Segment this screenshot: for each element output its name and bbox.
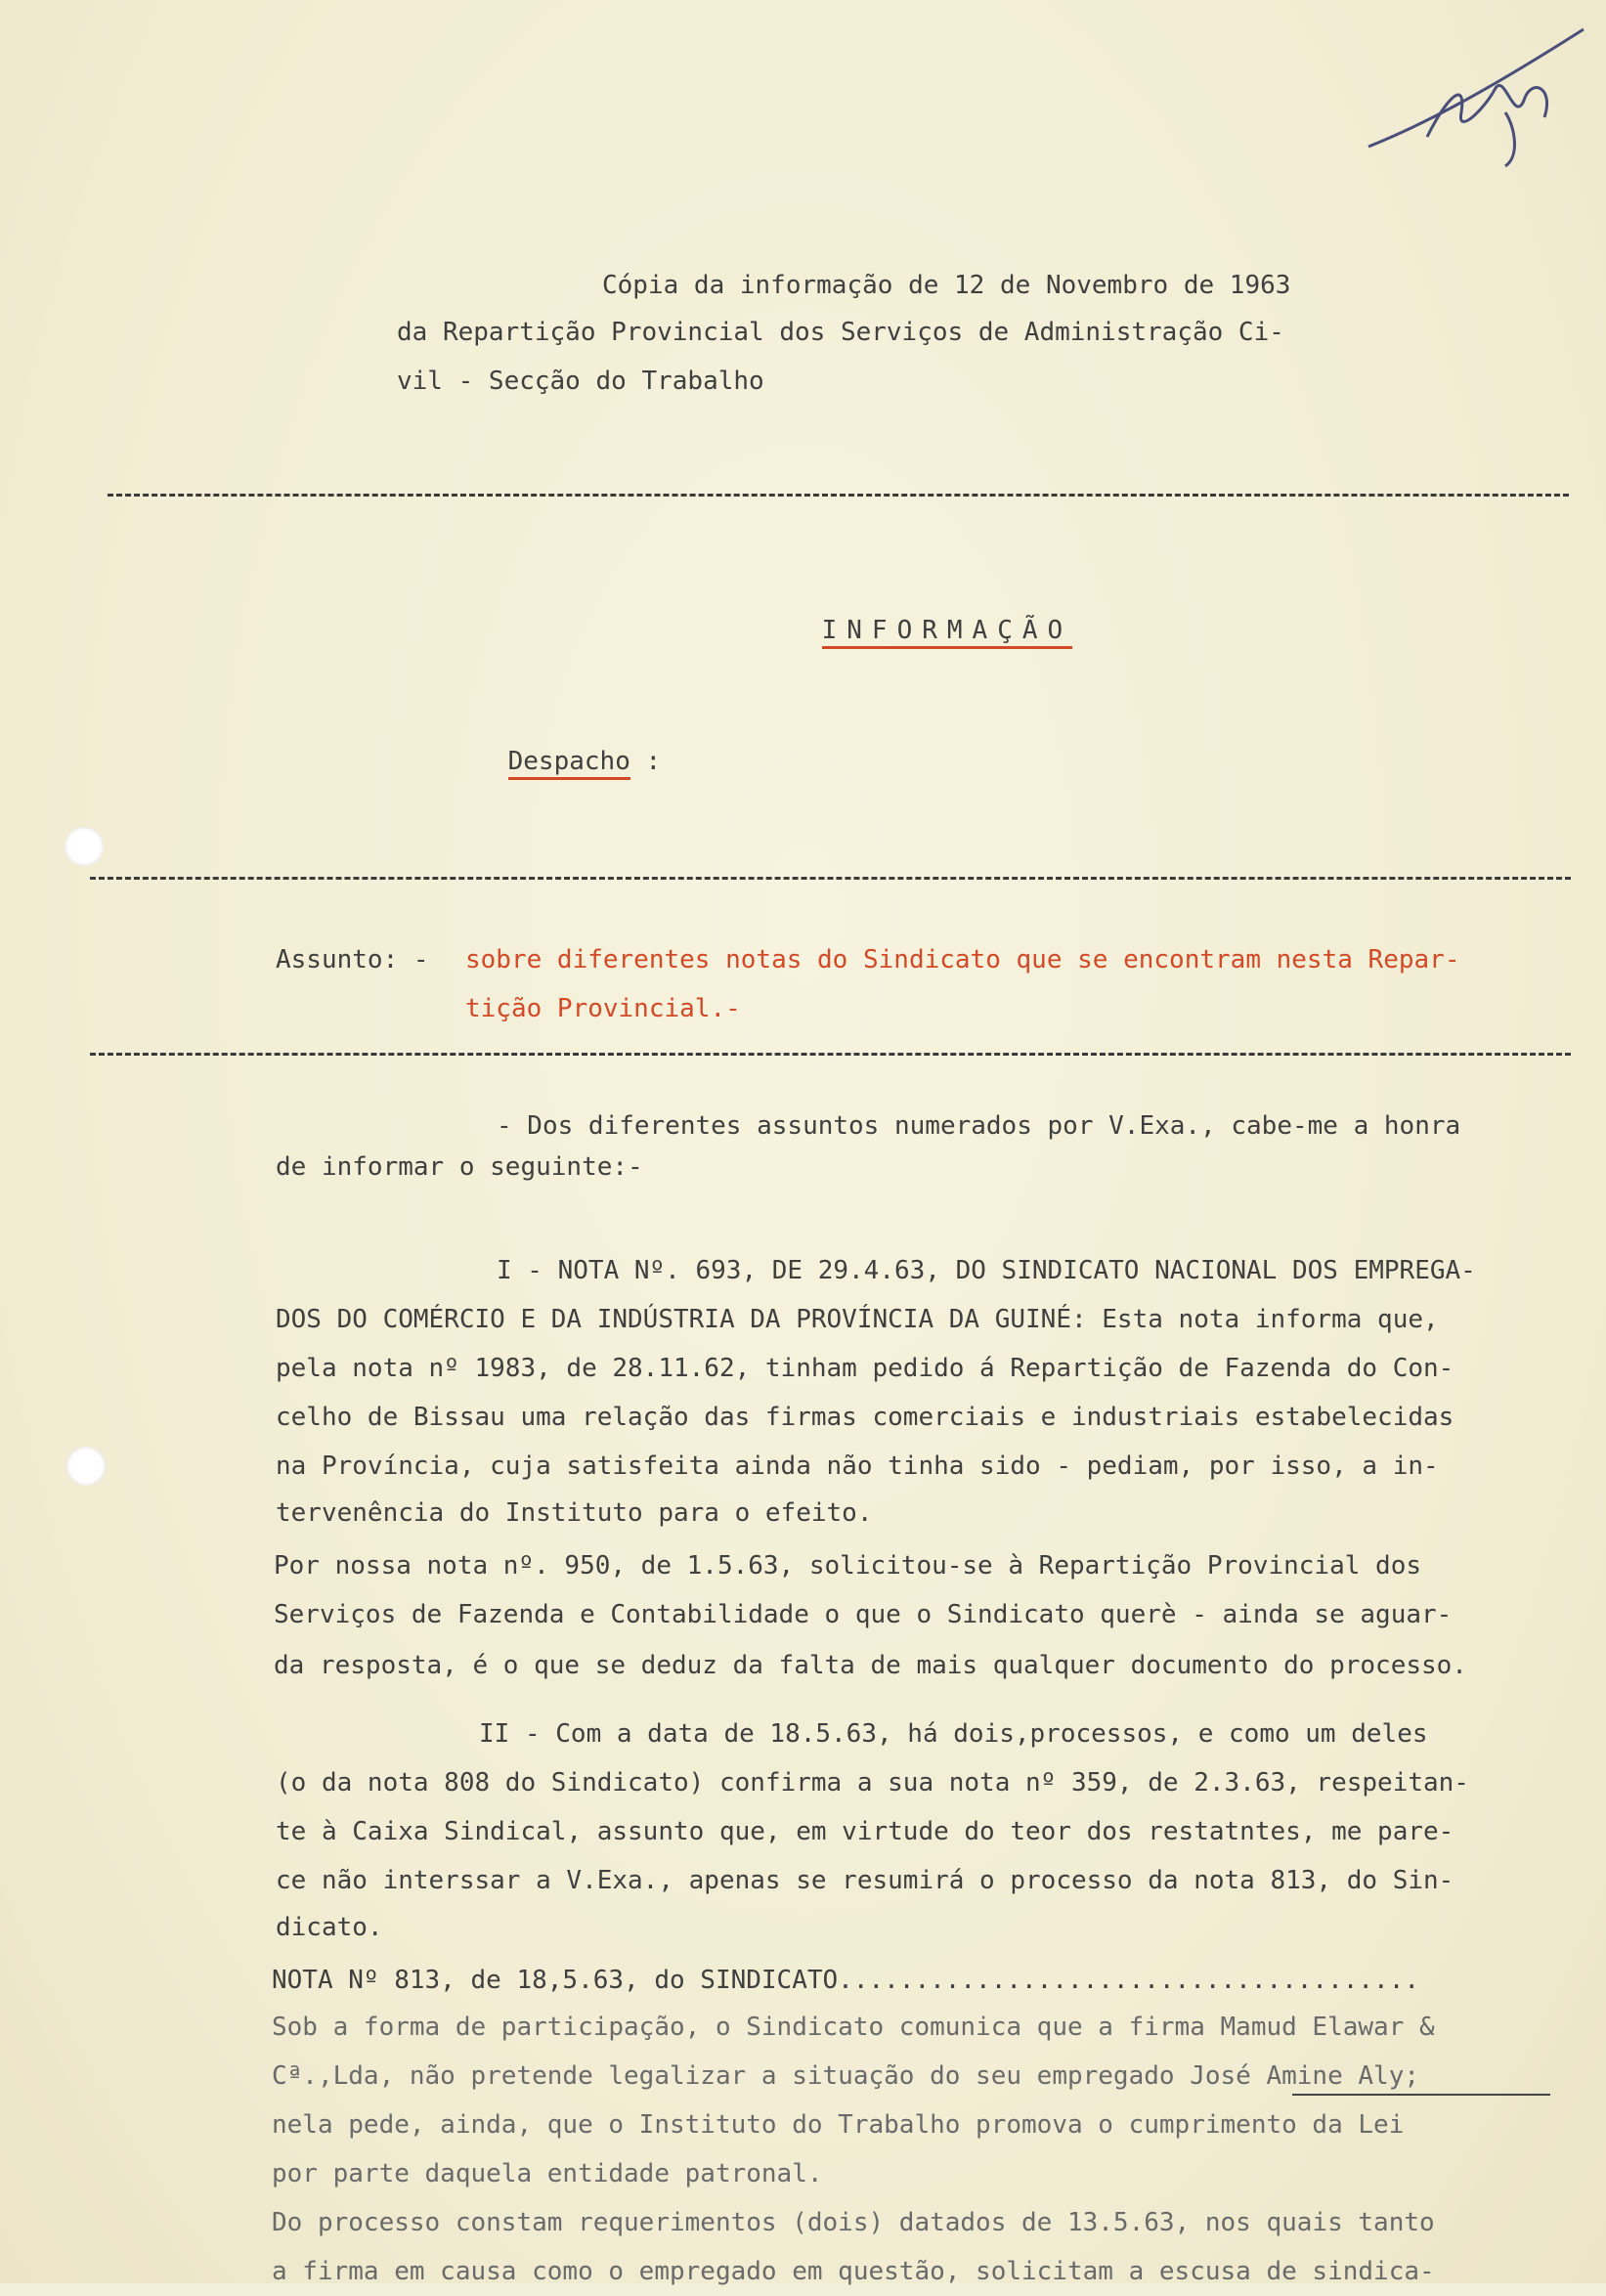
assunto-label: Assunto: - (276, 945, 429, 975)
intro-line-2: de informar o seguinte:- (276, 1152, 643, 1182)
employee-name-underline (1292, 2094, 1550, 2096)
section1-line-4: celho de Bissau uma relação das firmas comerciais e industriais estabelecidas (276, 1403, 1454, 1432)
document-title: INFORMAÇÃO (721, 559, 1072, 703)
section2-line-11: Do processo constam requerimentos (dois) datados de 13.5.63, nos quais tanto (272, 2208, 1435, 2237)
divider-rule-2 (90, 877, 1571, 880)
section2-line-10: por parte daquela entidade patronal. (272, 2159, 823, 2188)
divider-rule-1 (108, 494, 1569, 497)
intro-line-1: - Dos diferentes assuntos numerados por V.Exa., cabe-me a honra (497, 1111, 1461, 1141)
section2-line-4: ce não interssar a V.Exa., apenas se resumirá o processo da nota 813, do Sin- (276, 1866, 1454, 1895)
section1-line-8: Serviços de Fazenda e Contabilidade o que o Sindicato querè - ainda se aguar- (274, 1600, 1453, 1629)
section1-line-9: da resposta, é o que se deduz da falta de mais qualquer documento do processo. (274, 1651, 1467, 1680)
punch-hole-bottom (66, 1447, 106, 1486)
header-line-1: Cópia da informação de 12 de Novembro de 1963 (602, 271, 1291, 300)
divider-rule-3 (90, 1053, 1571, 1056)
section2-line-5: dicato. (276, 1913, 383, 1942)
section2-line-3: te à Caixa Sindical, assunto que, em virtude do teor dos restatntes, me pare- (276, 1817, 1454, 1846)
signature-mark (1359, 20, 1603, 176)
section2-line-8 (272, 2053, 1419, 2101)
section1-line-2: DOS DO COMÉRCIO E DA INDÚSTRIA DA PROVÍNCIA DA GUINÉ: Esta nota informa que, (276, 1305, 1439, 1334)
punch-hole-top (65, 827, 104, 866)
section1-line-7: Por nossa nota nº. 950, de 1.5.63, solicitou-se à Repartição Provincial dos (274, 1551, 1421, 1581)
section2-line-6: NOTA Nº 813, de 18,5.63, do SINDICATO...................................... (272, 1966, 1419, 1995)
section2-line-1: II - Com a data de 18.5.63, há dois,processos, e como um deles (479, 1719, 1428, 1749)
despacho-label: Despacho (508, 747, 630, 780)
section1-line-6: tervenência do Instituto para o efeito. (276, 1498, 873, 1528)
despacho-colon: : (645, 747, 662, 776)
section2-line-9: nela pede, ainda, que o Instituto do Trabalho promova o cumprimento da Lei (272, 2110, 1405, 2140)
assunto-line-2: tição Provincial.- (465, 994, 741, 1023)
section2-line-12: a firma em causa como o empregado em questão, solicitam a escusa de sindica- (272, 2257, 1435, 2286)
section1-line-1: I - NOTA Nº. 693, DE 29.4.63, DO SINDICATO NACIONAL DOS EMPREGA- (497, 1256, 1476, 1285)
section2-line-8-text: Cª.,Lda, não pretende legalizar a situação do seu empregado José Amine Aly; (272, 2061, 1419, 2091)
section2-line-2: (o da nota 808 do Sindicato) confirma a sua nota nº 359, de 2.3.63, respeitan- (276, 1768, 1469, 1798)
header-line-2: da Repartição Provincial dos Serviços de Administração Ci- (397, 318, 1284, 347)
section2-line-7: Sob a forma de participação, o Sindicato comunica que a firma Mamud Elawar & (272, 2013, 1435, 2042)
despacho-line (447, 690, 661, 834)
assunto-line-1: sobre diferentes notas do Sindicato que se encontram nesta Repar- (465, 945, 1460, 975)
header-line-3: vil - Secção do Trabalho (397, 367, 764, 396)
section1-line-5: na Província, cuja satisfeita ainda não tinha sido - pediam, por isso, a in- (276, 1451, 1439, 1481)
section1-line-3: pela nota nº 1983, de 28.11.62, tinham pedido á Repartição de Fazenda do Con- (276, 1354, 1454, 1383)
